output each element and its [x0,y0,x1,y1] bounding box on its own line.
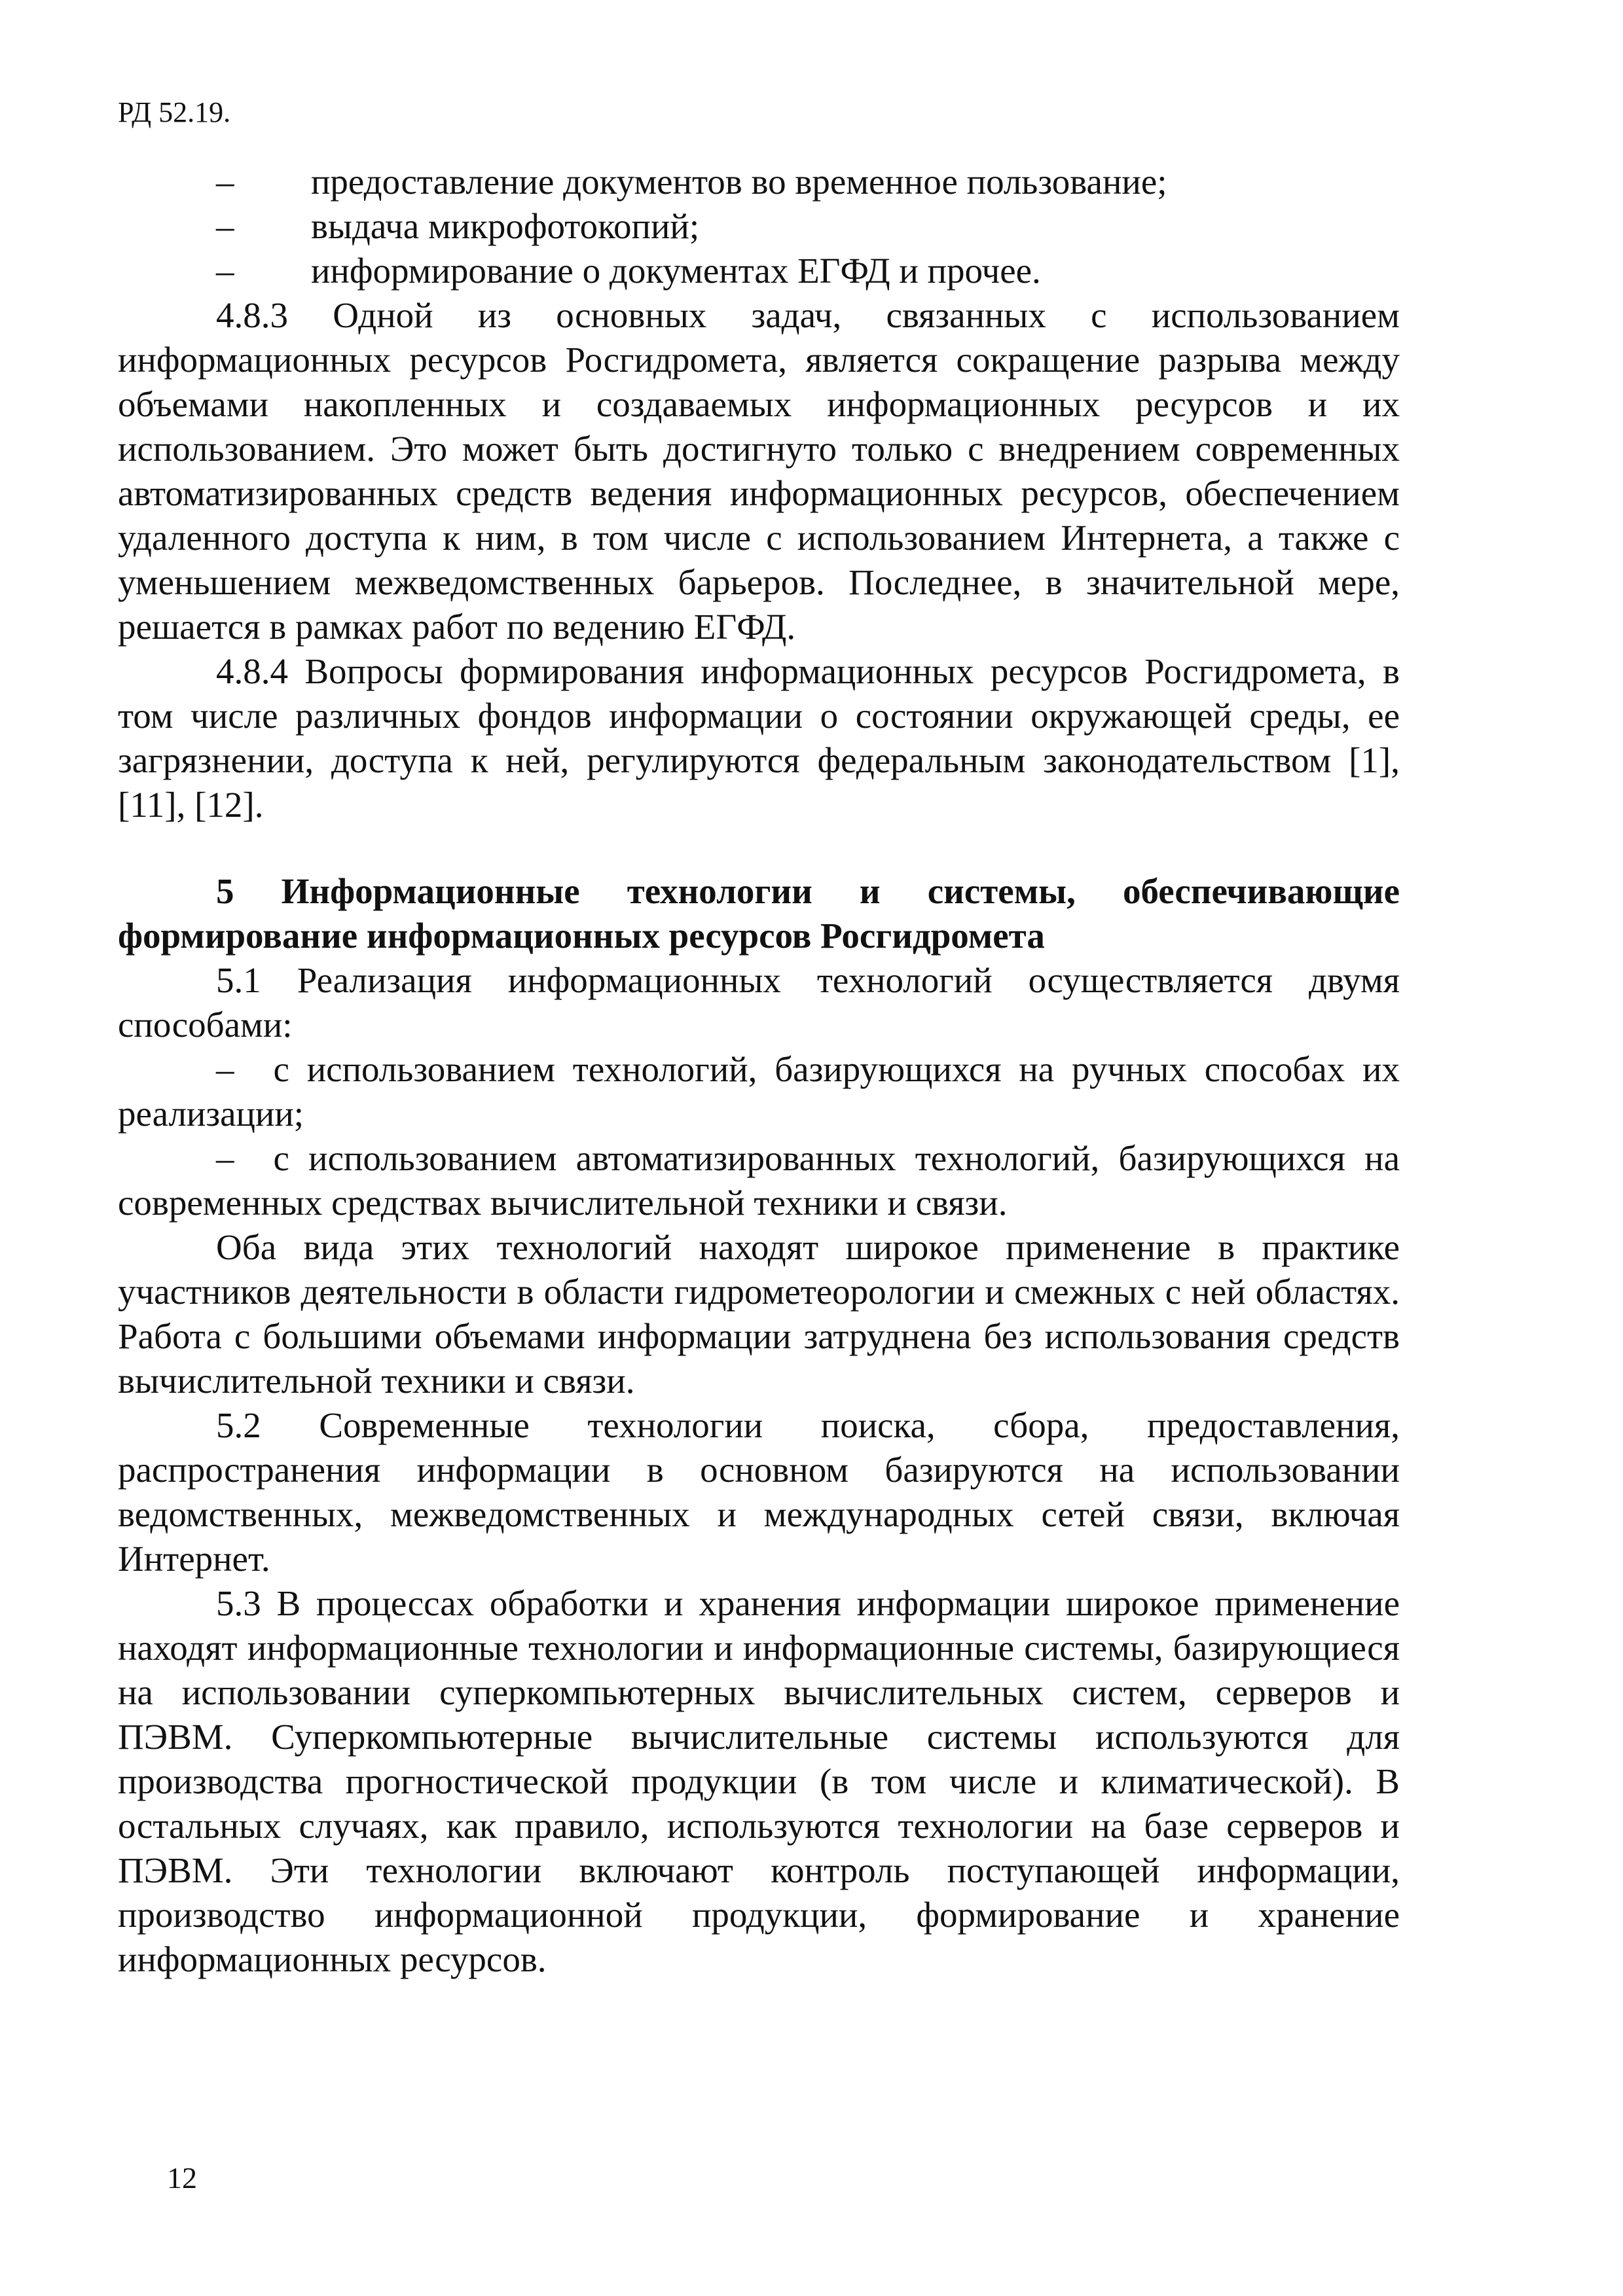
section-5-heading: 5 Информационные технологии и системы, обеспечивающие формирование информационных ресурсов Росгидромета [118,871,1400,956]
page-content [118,160,1400,1982]
dash-mark: – [216,251,234,291]
paragraph-both-types: Оба вида этих технологий находят широкое применение в практике участников деятельности в области гидрометеорологии и смежных с ней областях. Работа с большими объемами информации затруднена без использования средств вычислительной техники и связи. [118,1227,1400,1401]
paragraph-4-8-3: 4.8.3 Одной из основных задач, связанных с использованием информационных ресурсов Росгидромета, является сокращение разрыва между объемами накопленных и создаваемых информационных ресурсов и их использованием. Это может быть достигнуто только с внедрением современных автоматизированных средств ведения информационных ресурсов, обеспечением удаленного доступа к ним, в том числе с использованием Интернета, а также с уменьшением межведомственных барьеров. Последнее, в значительной мере, решается в рамках работ по ведению ЕГФД. [118,295,1400,647]
paragraph-4-8-4: 4.8.4 Вопросы формирования информационных ресурсов Росгидромета, в том числе различных фондов информации о состоянии окружающей среды, ее загрязнении, доступа к ней, регулируются федеральным законодательством [1], [11], [12]. [118,651,1400,825]
list-item [118,249,1400,293]
paragraph-5-2: 5.2 Современные технологии поиска, сбора, предоставления, распространения информации в основном базируются на использовании ведомственных, межведомственных и международных сетей связи, включая Интернет. [118,1405,1400,1579]
list-item-text: предоставление документов во временное пользование; [311,162,1167,202]
dash-mark: – [216,206,234,246]
list-item [118,1136,1400,1225]
paragraph-5-1: 5.1 Реализация информационных технологий осуществляется двумя способами: [118,960,1400,1045]
paragraph-5-3: 5.3 В процессах обработки и хранения информации широкое применение находят информационные технологии и информационные системы, базирующиеся на использовании суперкомпьютерных вычислительных систем, серверов и ПЭВМ. Суперкомпьютерные вычислительные системы используются для производства прогностической продукции (в том числе и климатической). В остальных случаях, как правило, используются технологии на базе серверов и ПЭВМ. Эти технологии включают контроль поступающей информации, производство информационной продукции, формирование и хранение информационных ресурсов. [118,1583,1400,1979]
list-item-text: с использованием технологий, базирующихся на ручных способах их реализации; [118,1049,1400,1134]
page-number: 12 [167,2161,197,2195]
dash-mark: – [216,1049,234,1089]
list-item-text: информирование о документах ЕГФД и прочее. [311,251,1041,291]
list-item-text: выдача микрофотокопий; [311,206,700,246]
list-item [118,1047,1400,1136]
list-item [118,160,1400,204]
dash-mark: – [216,1138,234,1178]
list-item-text: с использованием автоматизированных технологий, базирующихся на современных средствах вычислительной техники и связи. [118,1138,1400,1223]
document-code-header: РД 52.19. [118,96,231,128]
dash-mark: – [216,162,234,202]
list-item [118,204,1400,249]
